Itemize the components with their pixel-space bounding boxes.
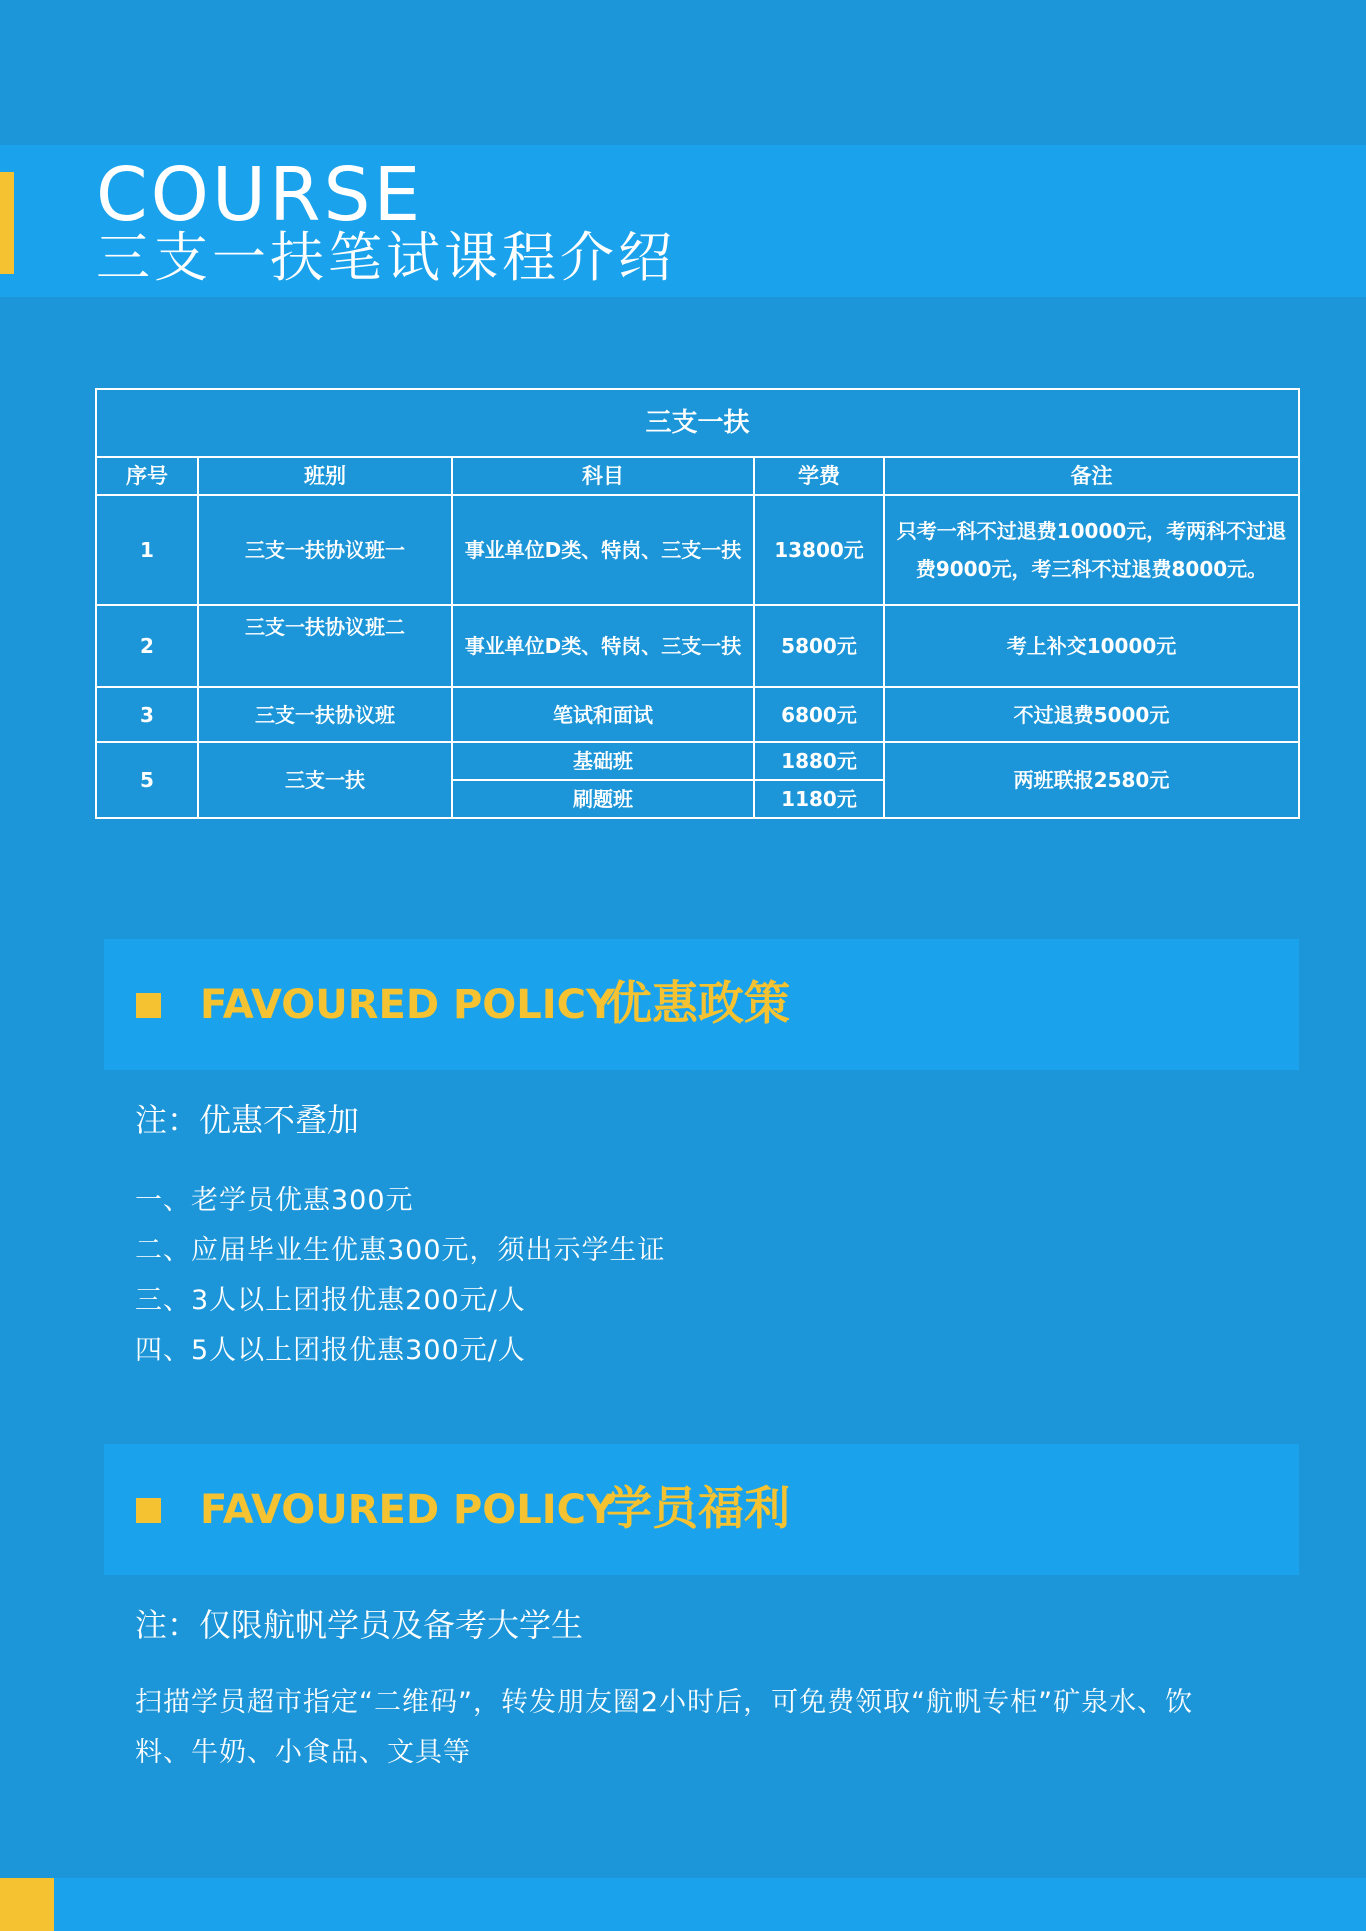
cell-class: 三支一扶 xyxy=(198,742,452,818)
cell-subject: 笔试和面试 xyxy=(452,687,754,742)
cell-subject: 事业单位D类、特岗、三支一扶 xyxy=(452,495,754,605)
footer-accent-block xyxy=(0,1878,54,1931)
cell-no: 3 xyxy=(96,687,198,742)
cell-subject: 事业单位D类、特岗、三支一扶 xyxy=(452,605,754,687)
section-title-en: FAVOURED POLICY xyxy=(200,982,615,1028)
footer-band xyxy=(0,1878,1366,1931)
column-header-class: 班别 xyxy=(198,457,452,495)
cell-notes: 考上补交10000元 xyxy=(884,605,1299,687)
section-title-en: FAVOURED POLICY xyxy=(200,1487,615,1533)
table-row xyxy=(96,742,1299,780)
square-bullet-icon xyxy=(136,1498,161,1523)
table-header-row xyxy=(96,457,1299,495)
list-item: 三、3人以上团报优惠200元/人 xyxy=(135,1285,526,1316)
table-row xyxy=(96,687,1299,742)
cell-class: 三支一扶协议班 xyxy=(198,687,452,742)
cell-fee: 5800元 xyxy=(754,605,884,687)
cell-no: 1 xyxy=(96,495,198,605)
policy-list xyxy=(135,1176,666,1376)
header-accent-bar xyxy=(0,172,14,274)
cell-fee: 1180元 xyxy=(754,780,884,818)
student-benefits-banner xyxy=(104,1444,1299,1575)
cell-subject: 刷题班 xyxy=(452,780,754,818)
cell-notes: 不过退费5000元 xyxy=(884,687,1299,742)
benefits-description: 扫描学员超市指定“二维码”，转发朋友圈2小时后，可免费领取“航帆专柜”矿泉水、饮料、牛奶、小食品、文具等 xyxy=(135,1687,1194,1768)
course-table xyxy=(95,388,1300,819)
section-title-cn: 学员福利 xyxy=(606,1481,790,1535)
table-caption: 三支一扶 xyxy=(96,389,1299,457)
cell-class: 三支一扶协议班二 xyxy=(198,605,452,687)
page-title-cn: 三支一扶笔试课程介绍 xyxy=(96,226,676,289)
cell-fee: 1880元 xyxy=(754,742,884,780)
benefits-note: 注：仅限航帆学员及备考大学生 xyxy=(135,1606,584,1644)
list-item: 四、5人以上团报优惠300元/人 xyxy=(135,1335,526,1366)
cell-no: 2 xyxy=(96,605,198,687)
list-item: 二、应届毕业生优惠300元，须出示学生证 xyxy=(135,1235,666,1266)
cell-notes: 只考一科不过退费10000元，考两科不过退费9000元，考三科不过退费8000元。 xyxy=(884,495,1299,605)
table-row xyxy=(96,605,1299,687)
table-row xyxy=(96,495,1299,605)
page-title-en: COURSE xyxy=(96,152,424,238)
table-caption-row xyxy=(96,389,1299,457)
list-item: 一、老学员优惠300元 xyxy=(135,1185,414,1216)
column-header-fee: 学费 xyxy=(754,457,884,495)
column-header-subject: 科目 xyxy=(452,457,754,495)
cell-notes: 两班联报2580元 xyxy=(884,742,1299,818)
column-header-notes: 备注 xyxy=(884,457,1299,495)
policy-note: 注：优惠不叠加 xyxy=(135,1101,360,1139)
section-title-cn: 优惠政策 xyxy=(606,976,790,1030)
favoured-policy-banner xyxy=(104,939,1299,1070)
column-header-no: 序号 xyxy=(96,457,198,495)
cell-no: 5 xyxy=(96,742,198,818)
square-bullet-icon xyxy=(136,993,161,1018)
cell-class: 三支一扶协议班一 xyxy=(198,495,452,605)
cell-fee: 6800元 xyxy=(754,687,884,742)
cell-subject: 基础班 xyxy=(452,742,754,780)
cell-fee: 13800元 xyxy=(754,495,884,605)
